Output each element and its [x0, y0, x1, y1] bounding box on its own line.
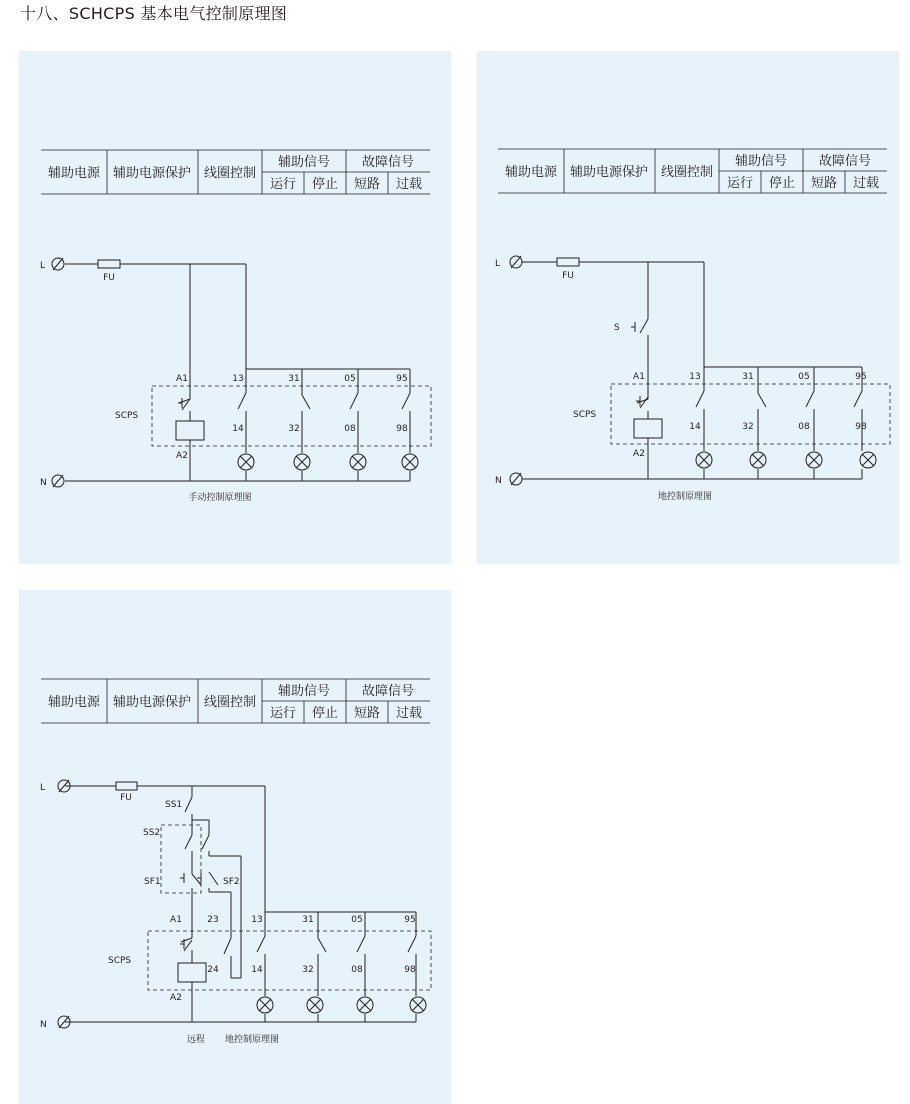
header-stop: 停止: [311, 706, 339, 721]
diagram-caption-remote: 远程: [186, 1035, 206, 1045]
header-fault-signal: 故障信号: [361, 155, 415, 170]
label-ss2: SS2: [143, 828, 161, 838]
label-sf2: SF2: [223, 877, 240, 887]
neutral-terminal: [510, 473, 522, 485]
line-terminal: [52, 258, 64, 270]
indicator-lamp: [750, 452, 766, 468]
header-aux-signal: 辅助信号: [277, 155, 331, 170]
label-terminal-05: 05: [344, 374, 356, 384]
label-terminal-31: 31: [742, 372, 754, 382]
header-aux-power: 辅助电源: [47, 166, 101, 181]
header-coil-control: 线圈控制: [203, 166, 257, 181]
label-switch-s: S: [614, 323, 620, 333]
label-terminal-14: 14: [689, 422, 701, 432]
indicator-lamp: [402, 454, 418, 470]
label-a1: A1: [176, 374, 188, 384]
label-line: L: [495, 259, 501, 269]
label-terminal-14: 14: [251, 965, 263, 975]
label-terminal-95: 95: [855, 372, 867, 382]
manual-control-diagram: [19, 51, 451, 564]
header-short-circuit: 短路: [810, 176, 838, 191]
label-terminal-24: 24: [207, 965, 219, 975]
label-fuse: FU: [120, 793, 132, 803]
remote-local-control-diagram: [19, 590, 451, 1104]
header-fault-signal: 故障信号: [818, 154, 872, 169]
label-terminal-13: 13: [232, 374, 244, 384]
circuit-wiring: [65, 786, 416, 1022]
label-terminal-98: 98: [855, 422, 867, 432]
label-a2: A2: [176, 451, 188, 461]
label-terminal-95: 95: [396, 374, 408, 384]
header-overload: 过载: [852, 176, 880, 191]
local-control-diagram-panel: [477, 51, 899, 564]
label-terminal-08: 08: [344, 424, 356, 434]
header-overload: 过载: [395, 706, 423, 721]
remote-switch-group-boundary: [161, 825, 201, 893]
label-a1: A1: [633, 372, 645, 382]
header-short-circuit: 短路: [353, 706, 381, 721]
neutral-terminal: [52, 475, 64, 487]
indicator-lamp: [257, 997, 273, 1013]
scps-coil: [178, 963, 206, 982]
page-title: 十八、SCHCPS 基本电气控制原理图: [20, 4, 288, 23]
indicator-lamp: [357, 997, 373, 1013]
label-a2: A2: [633, 449, 645, 459]
label-fuse: FU: [562, 271, 574, 281]
fuse: [116, 782, 137, 790]
header-aux-signal: 辅助信号: [734, 154, 788, 169]
label-terminal-13: 13: [251, 915, 263, 925]
header-aux-power-protection: 辅助电源保护: [112, 166, 192, 181]
label-a2: A2: [170, 993, 182, 1003]
label-terminal-32: 32: [302, 965, 314, 975]
header-run: 运行: [726, 176, 754, 191]
manual-control-diagram-panel: [19, 51, 451, 564]
header-short-circuit: 短路: [353, 177, 381, 192]
manual-coil-switch: [636, 396, 648, 408]
diagram-caption: 地控制原理图: [657, 492, 713, 502]
diagram-caption-local: 地控制原理图: [224, 1035, 280, 1045]
label-terminal-95: 95: [404, 915, 416, 925]
indicator-lamp: [294, 454, 310, 470]
circuit-wiring: [65, 264, 410, 481]
header-aux-power-protection: 辅助电源保护: [569, 165, 649, 180]
diagram-caption: 手动控制原理图: [188, 493, 252, 503]
label-terminal-08: 08: [798, 422, 810, 432]
indicator-lamp: [696, 452, 712, 468]
label-terminal-31: 31: [288, 374, 300, 384]
header-aux-power: 辅助电源: [504, 165, 558, 180]
line-terminal: [510, 256, 522, 268]
header-coil-control: 线圈控制: [203, 695, 257, 710]
label-neutral: N: [40, 478, 47, 488]
manual-coil-switch: [180, 939, 192, 951]
label-terminal-14: 14: [232, 424, 244, 434]
label-terminal-05: 05: [351, 915, 363, 925]
header-fault-signal: 故障信号: [361, 684, 415, 699]
indicator-lamp: [410, 997, 426, 1013]
label-a1: A1: [170, 915, 182, 925]
header-stop: 停止: [311, 177, 339, 192]
label-terminal-08: 08: [351, 965, 363, 975]
header-run: 运行: [269, 177, 297, 192]
indicator-lamp: [350, 454, 366, 470]
header-overload: 过载: [395, 177, 423, 192]
label-ss1: SS1: [165, 800, 183, 810]
scps-coil: [176, 421, 204, 440]
header-aux-power-protection: 辅助电源保护: [112, 695, 192, 710]
label-fuse: FU: [103, 273, 115, 283]
label-scps: SCPS: [108, 956, 132, 966]
label-terminal-98: 98: [404, 965, 416, 975]
label-neutral: N: [495, 476, 502, 486]
header-stop: 停止: [768, 176, 796, 191]
label-line: L: [40, 261, 46, 271]
header-aux-signal: 辅助信号: [277, 684, 331, 699]
label-terminal-23: 23: [207, 915, 219, 925]
remote-local-control-diagram-panel: [19, 590, 451, 1104]
label-neutral: N: [40, 1020, 47, 1030]
label-terminal-05: 05: [798, 372, 810, 382]
label-sf1: SF1: [144, 877, 161, 887]
indicator-lamp: [860, 452, 876, 468]
fuse: [98, 260, 120, 268]
indicator-lamp: [806, 452, 822, 468]
scps-coil: [634, 419, 662, 438]
label-terminal-31: 31: [302, 915, 314, 925]
header-coil-control: 线圈控制: [660, 165, 714, 180]
local-control-diagram: [477, 51, 899, 564]
label-terminal-32: 32: [742, 422, 754, 432]
circuit-wiring: [522, 262, 862, 479]
header-aux-power: 辅助电源: [47, 695, 101, 710]
fuse: [557, 258, 579, 266]
label-scps: SCPS: [115, 411, 139, 421]
local-switch-s: [631, 322, 635, 332]
indicator-lamp: [307, 997, 323, 1013]
label-terminal-32: 32: [288, 424, 300, 434]
indicator-lamp: [238, 454, 254, 470]
label-scps: SCPS: [573, 410, 597, 420]
label-line: L: [40, 783, 46, 793]
label-terminal-13: 13: [689, 372, 701, 382]
header-run: 运行: [269, 706, 297, 721]
label-terminal-98: 98: [396, 424, 408, 434]
